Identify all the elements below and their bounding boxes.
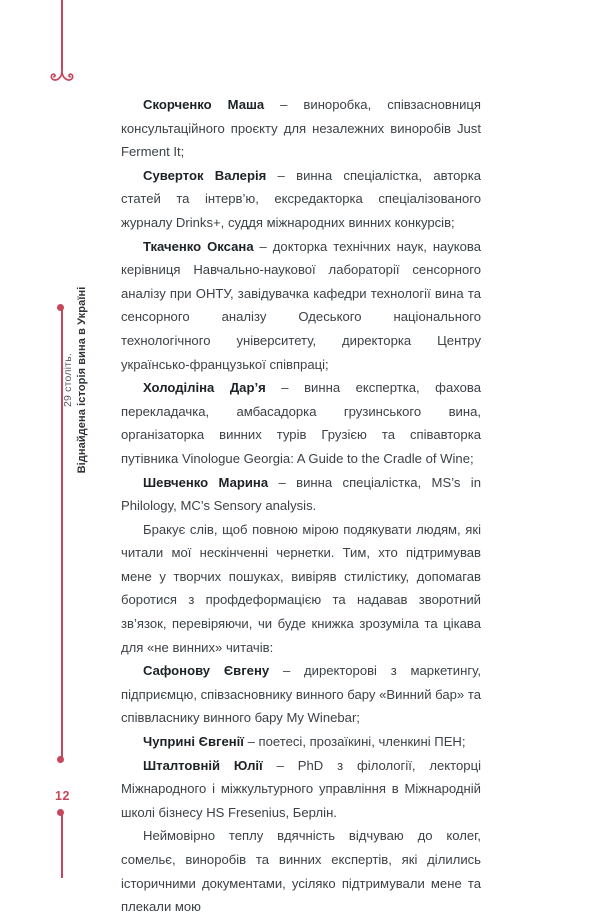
running-head-line-1: 29 століть.	[62, 353, 74, 408]
entry-lead: Чуприні Євгенії	[143, 734, 244, 750]
entry-paragraph	[121, 754, 481, 825]
entry-lead: Скорченко Маша	[143, 97, 265, 112]
rail-dot-lower	[57, 756, 64, 763]
entry-text: – винна експертка, фахова перекладачка, амбасадорка грузинського вина, організаторка винних турів Грузією та співавторка путівника Vinologue Georgia: A Guide to the Cradle of Wine;	[121, 380, 482, 466]
gratitude-paragraph: Бракує слів, щоб повною мірою подякувати людям, які читали мої нескінченні чернетки. Тим, хто підтримував мене у творчих пошуках, вивіряв стилістику, допомагав боротися з профдеформацією та надавав зворотний зв’язок, перевіряючи, чи буде книжка зрозуміла та цікава для «не винних» читачів:	[121, 521, 481, 655]
entry-text: – директорові з маркетингу, підприємцю, співзасновнику винного бару «Винний бар» та співвласнику винного бару My Winebar;	[121, 663, 481, 726]
entry-text: – PhD з філології, лекторці Міжнародного і міжкультурного управління в Міжнародній школі бізнесу HS Fresenius, Берлін.	[121, 757, 481, 820]
entry-lead: Холоділіна Дар’я	[143, 380, 266, 396]
entry-paragraph	[121, 659, 481, 730]
page-number: 12	[55, 789, 70, 803]
entry-text: – поетесі, прозаїкині, членкині ПЕН;	[243, 734, 466, 750]
entry-text: – винна спеціалістка, MS’s in Philology, MC’s Sensory analysis.	[121, 474, 481, 514]
entry-paragraph	[121, 376, 481, 470]
entry-paragraph	[121, 730, 481, 754]
closing-paragraph: Неймовірно теплу вдячність відчуваю до колег, сомельє, виноробів та винних експертів, які ділились історичними документами, усіляко підтримували мене та плекали мою	[121, 828, 481, 915]
entry-paragraph	[121, 235, 481, 377]
entry-text: – докторка технічних наук, наукова керівниця Навчально-наукової лабораторії сенсорного аналізу при ОНТУ, завідувачка кафедри технології вина та сенсорного аналізу Одеського національного технологічного університету, директорка Центру українсько-французької співпраці;	[121, 238, 481, 372]
running-head-line-2: Віднайдена історія вина в Україні	[76, 286, 88, 474]
entry-lead: Суверток Валерія	[143, 167, 267, 183]
entry-paragraph	[121, 93, 481, 164]
entry-text: – винна спеціалістка, авторка статей та інтерв’ю, ексредакторка спеціалізованого журналу Drinks+, суддя міжнародних винних конкурсів;	[121, 167, 482, 230]
flourish-ornament	[47, 62, 77, 84]
entry-text: – виноробка, співзасновниця консультаційного проєкту для незалежних виноробів Just Ferment It;	[121, 97, 481, 160]
rail-line-bottom	[61, 812, 63, 878]
rail-line-middle	[61, 307, 63, 759]
running-head-rail	[0, 0, 120, 872]
entry-lead: Ткаченко Оксана	[143, 238, 254, 254]
rail-line-top	[61, 0, 63, 70]
entry-lead: Шталтовній Юлії	[143, 757, 263, 773]
entry-lead: Шевченко Марина	[143, 474, 269, 490]
entry-paragraph	[121, 471, 481, 518]
entry-paragraph	[121, 164, 481, 235]
body-text-column	[121, 93, 481, 919]
entry-lead: Сафонову Євгену	[143, 663, 270, 679]
